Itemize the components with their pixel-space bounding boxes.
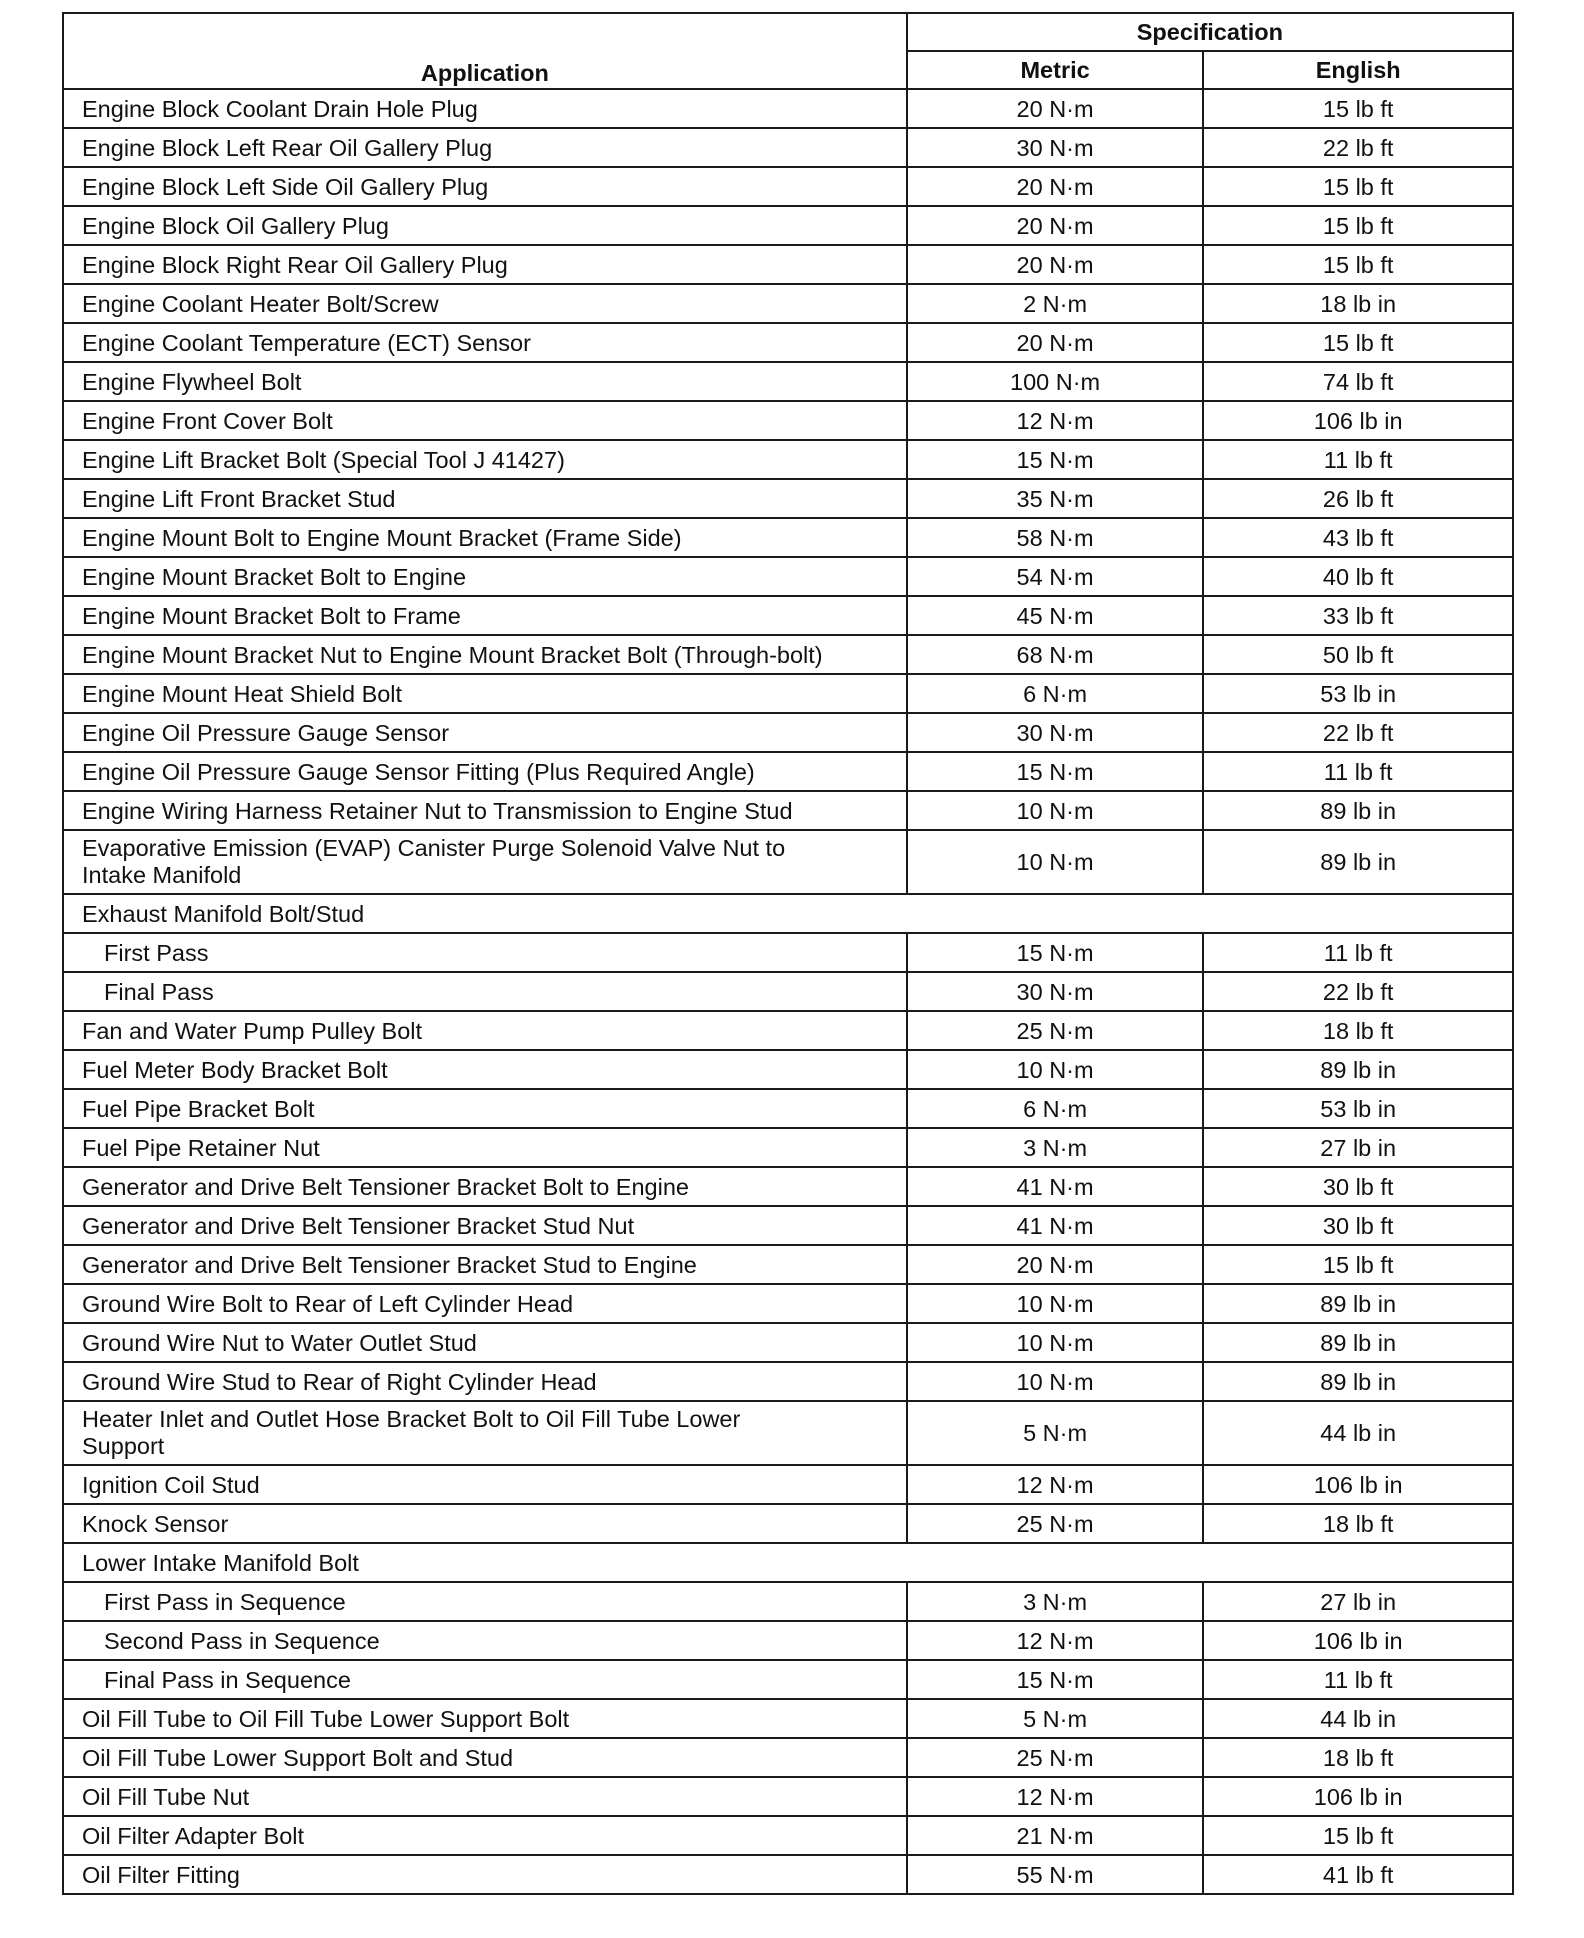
table-row — [63, 245, 1513, 284]
english-cell: 106 lb in — [1203, 1621, 1513, 1660]
application-text: Engine Mount Bracket Bolt to Engine — [82, 563, 467, 590]
english-cell: 89 lb in — [1203, 1284, 1513, 1323]
application-text: Generator and Drive Belt Tensioner Bracket Stud to Engine — [82, 1251, 697, 1278]
metric-cell: 54 N·m — [907, 557, 1204, 596]
application-text: Engine Lift Front Bracket Stud — [82, 485, 396, 512]
metric-cell: 5 N·m — [907, 1401, 1204, 1465]
application-text: Engine Block Coolant Drain Hole Plug — [82, 95, 478, 122]
application-cell — [63, 401, 907, 440]
english-cell: 15 lb ft — [1203, 245, 1513, 284]
application-cell — [63, 972, 907, 1011]
table-row — [63, 1816, 1513, 1855]
table-row — [63, 791, 1513, 830]
table-row — [63, 89, 1513, 128]
application-cell — [63, 1855, 907, 1894]
application-cell — [63, 1011, 907, 1050]
table-row — [63, 1284, 1513, 1323]
application-cell — [63, 674, 907, 713]
table-row — [63, 1582, 1513, 1621]
table-row — [63, 635, 1513, 674]
english-cell: 30 lb ft — [1203, 1206, 1513, 1245]
application-text: Engine Coolant Heater Bolt/Screw — [82, 290, 439, 317]
table-row — [63, 323, 1513, 362]
metric-cell: 41 N·m — [907, 1167, 1204, 1206]
english-cell: 15 lb ft — [1203, 1816, 1513, 1855]
english-cell: 40 lb ft — [1203, 557, 1513, 596]
metric-cell: 20 N·m — [907, 323, 1204, 362]
application-text: Engine Mount Bolt to Engine Mount Bracket (Frame Side) — [82, 524, 682, 551]
metric-cell: 58 N·m — [907, 518, 1204, 557]
application-cell — [63, 323, 907, 362]
table-row — [63, 401, 1513, 440]
table-row — [63, 479, 1513, 518]
application-cell — [63, 518, 907, 557]
english-cell: 11 lb ft — [1203, 440, 1513, 479]
application-text: First Pass in Sequence — [104, 1588, 346, 1615]
application-text: Engine Front Cover Bolt — [82, 407, 333, 434]
table-row — [63, 1504, 1513, 1543]
application-text: Final Pass — [104, 978, 214, 1005]
application-cell — [63, 284, 907, 323]
metric-cell: 5 N·m — [907, 1699, 1204, 1738]
metric-cell: 12 N·m — [907, 1621, 1204, 1660]
application-cell — [63, 245, 907, 284]
application-cell — [63, 128, 907, 167]
application-text: Engine Mount Bracket Nut to Engine Mount Bracket Bolt (Through-bolt) — [82, 641, 823, 668]
application-text: Engine Block Right Rear Oil Gallery Plug — [82, 251, 508, 278]
metric-cell: 10 N·m — [907, 791, 1204, 830]
application-text: Heater Inlet and Outlet Hose Bracket Bolt to Oil Fill Tube Lower — [82, 1406, 741, 1432]
torque-spec-table — [62, 12, 1514, 1895]
application-text: Engine Oil Pressure Gauge Sensor — [82, 719, 450, 746]
english-cell: 89 lb in — [1203, 1050, 1513, 1089]
english-cell: 15 lb ft — [1203, 206, 1513, 245]
application-cell — [63, 1167, 907, 1206]
table-row — [63, 1621, 1513, 1660]
table-row — [63, 1167, 1513, 1206]
english-cell: 11 lb ft — [1203, 1660, 1513, 1699]
metric-cell: 100 N·m — [907, 362, 1204, 401]
application-cell — [63, 713, 907, 752]
metric-cell: 10 N·m — [907, 830, 1204, 894]
application-text: Fan and Water Pump Pulley Bolt — [82, 1017, 423, 1044]
table-row — [63, 752, 1513, 791]
table-row — [63, 713, 1513, 752]
application-cell — [63, 1284, 907, 1323]
application-cell — [63, 791, 907, 830]
metric-cell: 3 N·m — [907, 1582, 1204, 1621]
table-row — [63, 1362, 1513, 1401]
application-cell — [63, 206, 907, 245]
metric-cell: 10 N·m — [907, 1362, 1204, 1401]
application-cell — [63, 1504, 907, 1543]
application-text: Fuel Pipe Retainer Nut — [82, 1134, 320, 1161]
table-row — [63, 1323, 1513, 1362]
application-text: Engine Wiring Harness Retainer Nut to Transmission to Engine Stud — [82, 797, 793, 824]
metric-cell: 41 N·m — [907, 1206, 1204, 1245]
metric-cell: 10 N·m — [907, 1284, 1204, 1323]
application-text: Generator and Drive Belt Tensioner Bracket Bolt to Engine — [82, 1173, 689, 1200]
table-row — [63, 440, 1513, 479]
metric-header: Metric — [907, 51, 1204, 89]
english-cell: 41 lb ft — [1203, 1855, 1513, 1894]
english-cell: 30 lb ft — [1203, 1167, 1513, 1206]
group-label: Exhaust Manifold Bolt/Stud — [63, 894, 1513, 933]
application-text: Fuel Meter Body Bracket Bolt — [82, 1056, 388, 1083]
english-cell: 43 lb ft — [1203, 518, 1513, 557]
table-row — [63, 1855, 1513, 1894]
english-cell: 106 lb in — [1203, 401, 1513, 440]
table-row — [63, 1128, 1513, 1167]
application-cell — [63, 362, 907, 401]
metric-cell: 10 N·m — [907, 1323, 1204, 1362]
metric-cell: 30 N·m — [907, 128, 1204, 167]
application-cell — [63, 1660, 907, 1699]
english-cell: 22 lb ft — [1203, 972, 1513, 1011]
metric-cell: 20 N·m — [907, 206, 1204, 245]
english-cell: 89 lb in — [1203, 1362, 1513, 1401]
metric-cell: 12 N·m — [907, 401, 1204, 440]
metric-cell: 6 N·m — [907, 674, 1204, 713]
table-row — [63, 284, 1513, 323]
english-cell: 26 lb ft — [1203, 479, 1513, 518]
table-body — [63, 89, 1513, 1894]
application-text: Ground Wire Nut to Water Outlet Stud — [82, 1329, 477, 1356]
application-text: Final Pass in Sequence — [104, 1666, 351, 1693]
table-row — [63, 128, 1513, 167]
table-row — [63, 674, 1513, 713]
table-row — [63, 167, 1513, 206]
table-row — [63, 596, 1513, 635]
application-cell — [63, 1621, 907, 1660]
english-cell: 50 lb ft — [1203, 635, 1513, 674]
metric-cell: 45 N·m — [907, 596, 1204, 635]
application-text: Ground Wire Bolt to Rear of Left Cylinder Head — [82, 1290, 574, 1317]
application-text: Oil Fill Tube to Oil Fill Tube Lower Support Bolt — [82, 1705, 570, 1732]
metric-cell: 15 N·m — [907, 933, 1204, 972]
application-text: First Pass — [104, 939, 209, 966]
table-row — [63, 1089, 1513, 1128]
english-cell: 15 lb ft — [1203, 89, 1513, 128]
application-text: Fuel Pipe Bracket Bolt — [82, 1095, 315, 1122]
table-row — [63, 1245, 1513, 1284]
application-cell — [63, 596, 907, 635]
application-cell — [63, 1245, 907, 1284]
application-cell — [63, 1699, 907, 1738]
english-cell: 44 lb in — [1203, 1401, 1513, 1465]
table-row — [63, 1777, 1513, 1816]
application-text: Second Pass in Sequence — [104, 1627, 380, 1654]
application-text: Engine Oil Pressure Gauge Sensor Fitting (Plus Required Angle) — [82, 758, 755, 785]
specification-header: Specification — [907, 13, 1513, 51]
application-cell — [63, 557, 907, 596]
group-label: Lower Intake Manifold Bolt — [63, 1543, 1513, 1582]
english-cell: 33 lb ft — [1203, 596, 1513, 635]
table-row — [63, 557, 1513, 596]
metric-cell: 25 N·m — [907, 1011, 1204, 1050]
english-cell: 15 lb ft — [1203, 167, 1513, 206]
application-cell — [63, 440, 907, 479]
application-cell — [63, 1206, 907, 1245]
english-cell: 22 lb ft — [1203, 128, 1513, 167]
application-text: Oil Filter Fitting — [82, 1861, 240, 1888]
metric-cell: 15 N·m — [907, 440, 1204, 479]
metric-cell: 6 N·m — [907, 1089, 1204, 1128]
metric-cell: 20 N·m — [907, 167, 1204, 206]
application-cell — [63, 1816, 907, 1855]
application-text: Oil Filter Adapter Bolt — [82, 1822, 305, 1849]
english-header: English — [1203, 51, 1513, 89]
application-cell — [63, 830, 907, 894]
application-text: Ground Wire Stud to Rear of Right Cylinder Head — [82, 1368, 597, 1395]
application-cell — [63, 1323, 907, 1362]
metric-cell: 3 N·m — [907, 1128, 1204, 1167]
english-cell: 44 lb in — [1203, 1699, 1513, 1738]
metric-cell: 25 N·m — [907, 1504, 1204, 1543]
application-cell — [63, 1128, 907, 1167]
metric-cell: 35 N·m — [907, 479, 1204, 518]
application-cell — [63, 1738, 907, 1777]
application-cell — [63, 89, 907, 128]
metric-cell: 15 N·m — [907, 752, 1204, 791]
application-cell — [63, 1777, 907, 1816]
english-cell: 106 lb in — [1203, 1777, 1513, 1816]
application-text: Engine Block Left Rear Oil Gallery Plug — [82, 134, 493, 161]
application-text: Evaporative Emission (EVAP) Canister Purge Solenoid Valve Nut to — [82, 835, 786, 861]
english-cell: 15 lb ft — [1203, 323, 1513, 362]
application-text: Engine Coolant Temperature (ECT) Sensor — [82, 329, 531, 356]
table-row — [63, 518, 1513, 557]
english-cell: 89 lb in — [1203, 1323, 1513, 1362]
metric-cell: 15 N·m — [907, 1660, 1204, 1699]
metric-cell: 20 N·m — [907, 245, 1204, 284]
application-text-line2: Intake Manifold — [82, 862, 242, 888]
group-row — [63, 894, 1513, 933]
application-text: Ignition Coil Stud — [82, 1471, 260, 1498]
metric-cell: 30 N·m — [907, 713, 1204, 752]
metric-cell: 55 N·m — [907, 1855, 1204, 1894]
english-cell: 27 lb in — [1203, 1128, 1513, 1167]
metric-cell: 20 N·m — [907, 89, 1204, 128]
english-cell: 89 lb in — [1203, 791, 1513, 830]
metric-cell: 2 N·m — [907, 284, 1204, 323]
application-text: Knock Sensor — [82, 1510, 229, 1537]
application-cell — [63, 1401, 907, 1465]
english-cell: 74 lb ft — [1203, 362, 1513, 401]
application-cell — [63, 167, 907, 206]
table-row — [63, 830, 1513, 894]
english-cell: 89 lb in — [1203, 830, 1513, 894]
table-row — [63, 1738, 1513, 1777]
application-text: Oil Fill Tube Nut — [82, 1783, 250, 1810]
table-row — [63, 1465, 1513, 1504]
application-text: Engine Mount Heat Shield Bolt — [82, 680, 403, 707]
table-row — [63, 206, 1513, 245]
table-row — [63, 362, 1513, 401]
english-cell: 15 lb ft — [1203, 1245, 1513, 1284]
application-text: Engine Mount Bracket Bolt to Frame — [82, 602, 461, 629]
english-cell: 53 lb in — [1203, 674, 1513, 713]
application-cell — [63, 752, 907, 791]
application-cell — [63, 1465, 907, 1504]
table-row — [63, 1660, 1513, 1699]
table-row — [63, 1401, 1513, 1465]
table-row — [63, 1206, 1513, 1245]
application-cell — [63, 635, 907, 674]
english-cell: 53 lb in — [1203, 1089, 1513, 1128]
application-text-line2: Support — [82, 1433, 165, 1459]
application-cell — [63, 933, 907, 972]
application-text: Oil Fill Tube Lower Support Bolt and Stud — [82, 1744, 514, 1771]
english-cell: 11 lb ft — [1203, 752, 1513, 791]
metric-cell: 68 N·m — [907, 635, 1204, 674]
table-row — [63, 1699, 1513, 1738]
english-cell: 18 lb ft — [1203, 1504, 1513, 1543]
table-row — [63, 1011, 1513, 1050]
application-cell — [63, 1089, 907, 1128]
metric-cell: 12 N·m — [907, 1465, 1204, 1504]
application-text: Engine Lift Bracket Bolt (Special Tool J 41427) — [82, 446, 565, 473]
application-cell — [63, 1050, 907, 1089]
english-cell: 27 lb in — [1203, 1582, 1513, 1621]
metric-cell: 10 N·m — [907, 1050, 1204, 1089]
english-cell: 18 lb ft — [1203, 1738, 1513, 1777]
group-row — [63, 1543, 1513, 1582]
header-row-top — [63, 13, 1513, 51]
application-cell — [63, 1582, 907, 1621]
table-row — [63, 933, 1513, 972]
application-text: Engine Block Left Side Oil Gallery Plug — [82, 173, 489, 200]
metric-cell: 21 N·m — [907, 1816, 1204, 1855]
metric-cell: 12 N·m — [907, 1777, 1204, 1816]
application-text: Engine Block Oil Gallery Plug — [82, 212, 389, 239]
metric-cell: 30 N·m — [907, 972, 1204, 1011]
english-cell: 18 lb in — [1203, 284, 1513, 323]
metric-cell: 25 N·m — [907, 1738, 1204, 1777]
table-row — [63, 972, 1513, 1011]
application-text: Engine Flywheel Bolt — [82, 368, 302, 395]
english-cell: 18 lb ft — [1203, 1011, 1513, 1050]
english-cell: 11 lb ft — [1203, 933, 1513, 972]
english-cell: 106 lb in — [1203, 1465, 1513, 1504]
table-row — [63, 1050, 1513, 1089]
application-text: Generator and Drive Belt Tensioner Bracket Stud Nut — [82, 1212, 635, 1239]
application-cell — [63, 479, 907, 518]
metric-cell: 20 N·m — [907, 1245, 1204, 1284]
application-cell — [63, 1362, 907, 1401]
application-header: Application — [63, 13, 907, 89]
english-cell: 22 lb ft — [1203, 713, 1513, 752]
